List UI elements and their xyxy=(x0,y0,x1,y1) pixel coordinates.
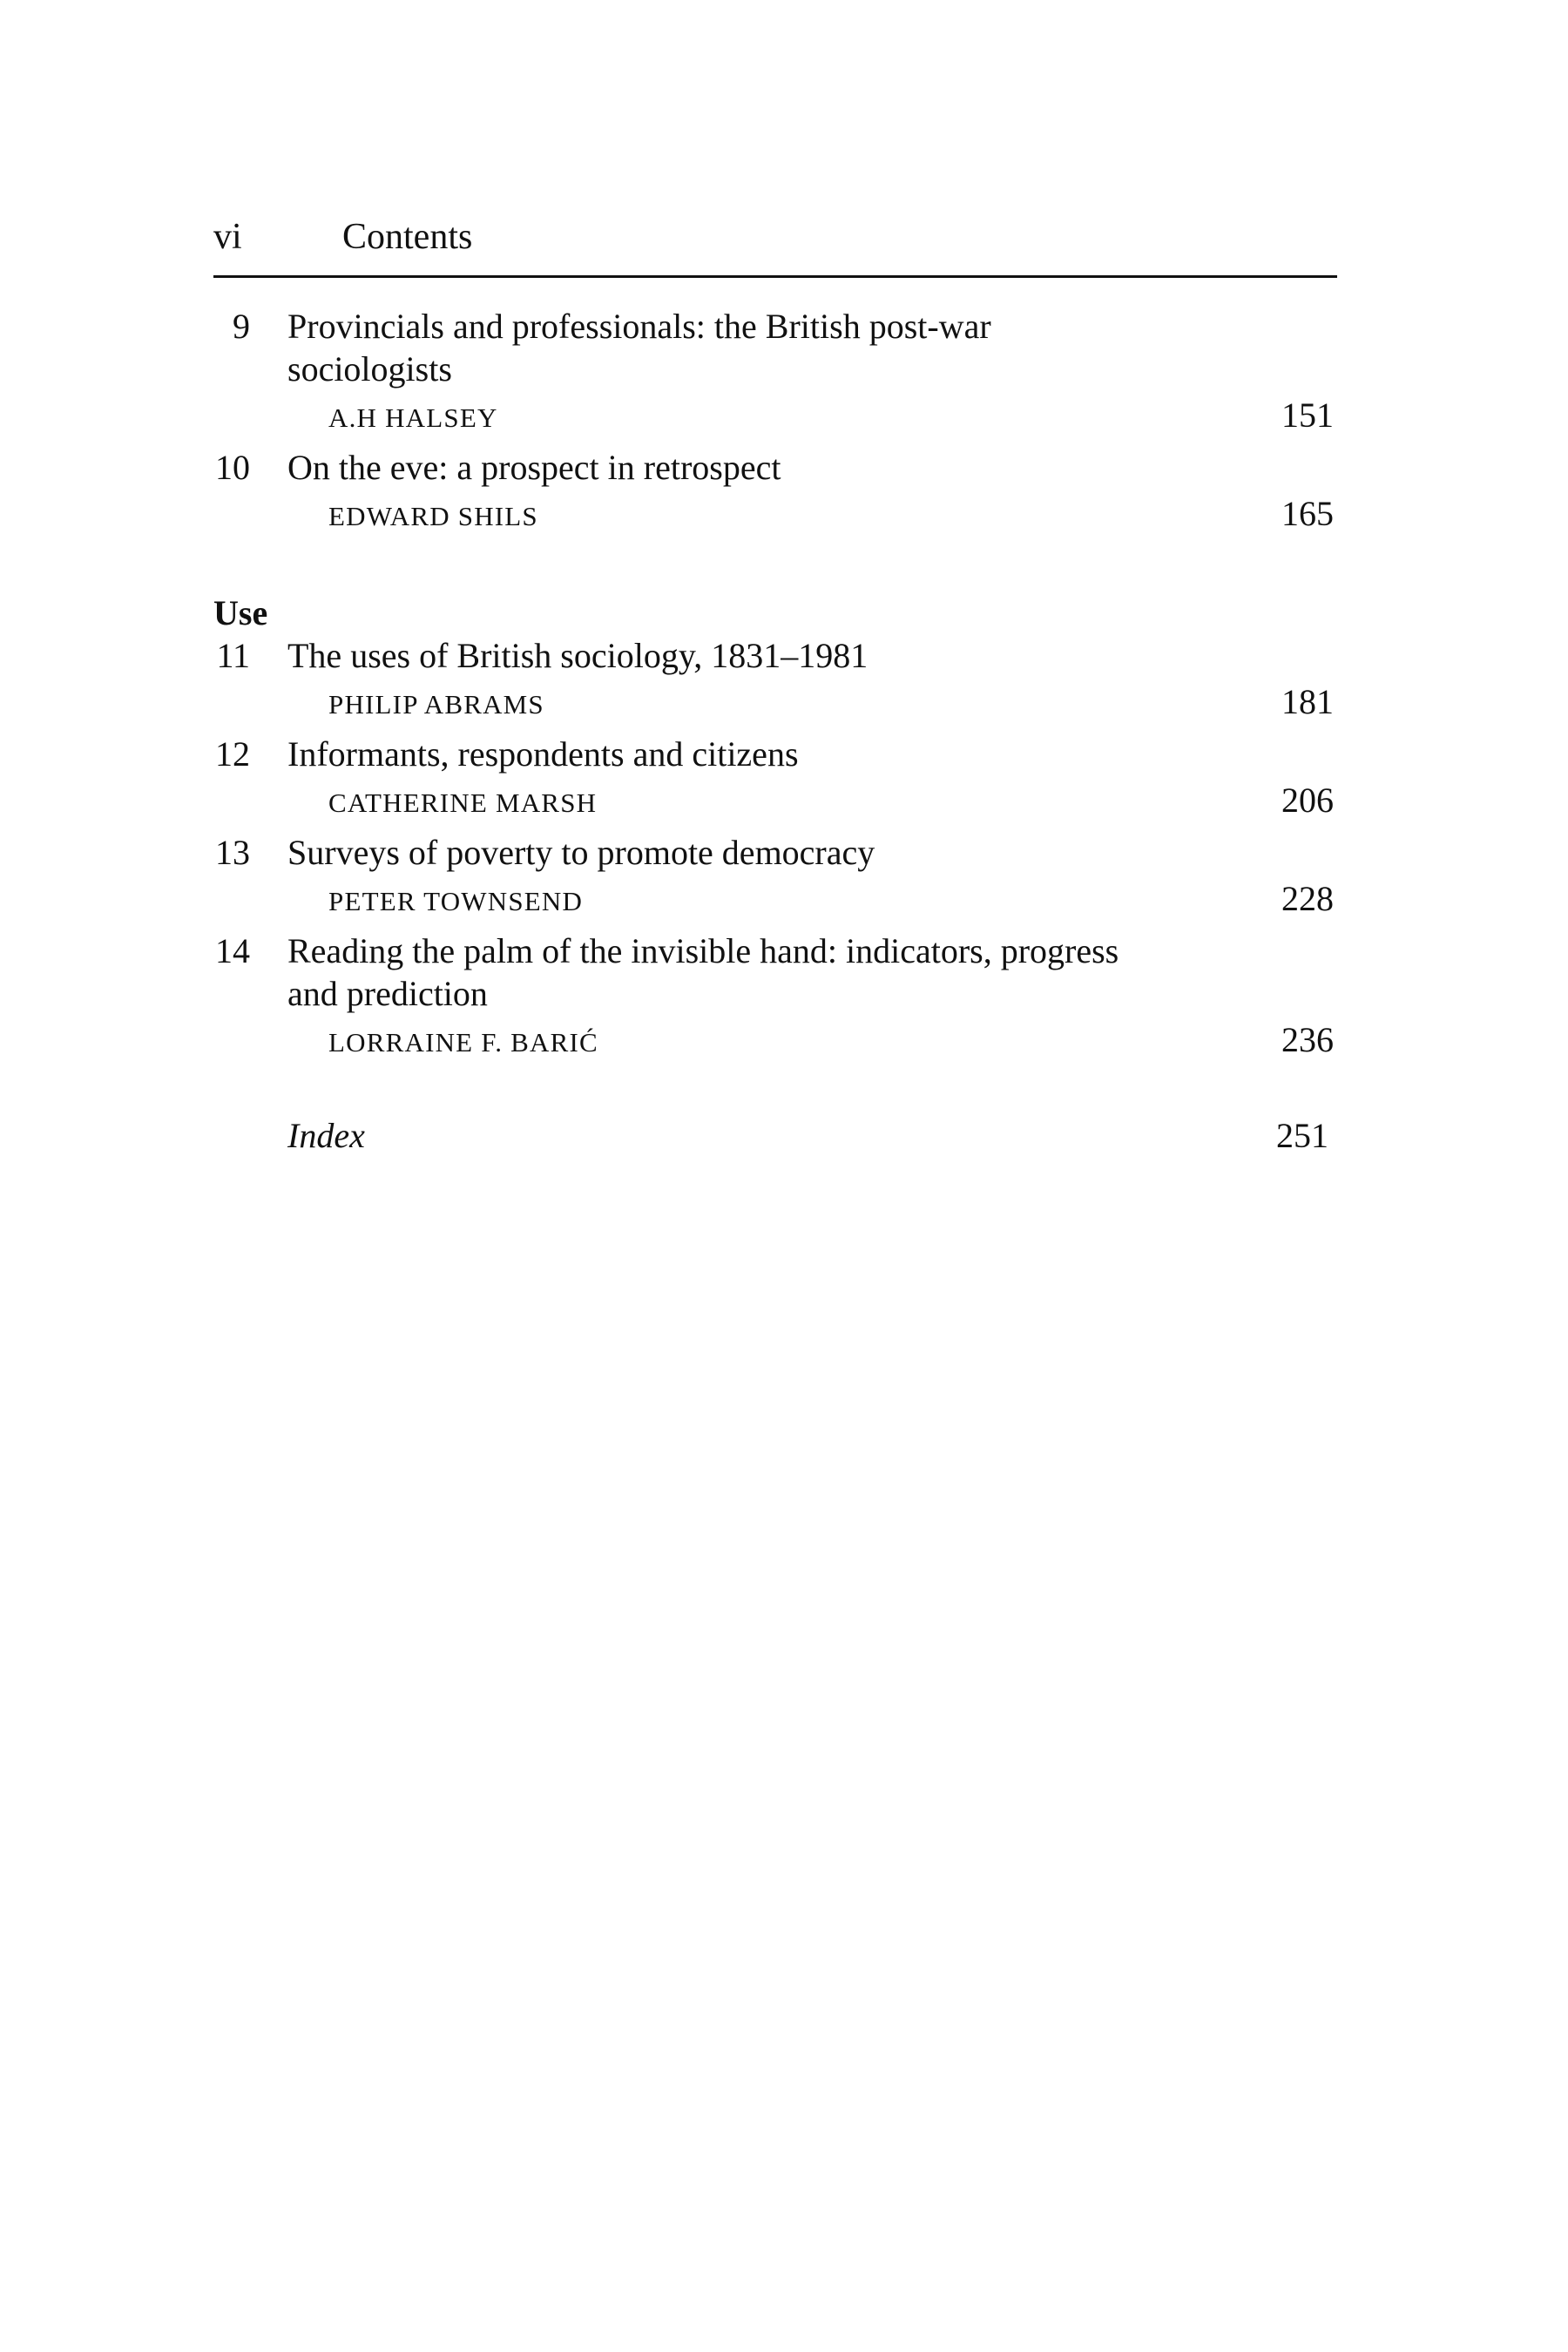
chapter-title-line: On the eve: a prospect in retrospect xyxy=(287,448,781,487)
chapter-title-line: Informants, respondents and citizens xyxy=(287,734,799,774)
contents-list xyxy=(213,305,1346,1166)
toc-entry xyxy=(213,831,1346,923)
chapter-title-line: Provincials and professionals: the British post-war xyxy=(287,307,991,346)
toc-entry xyxy=(213,305,1346,439)
chapter-page-number: 151 xyxy=(1281,395,1334,435)
author-line xyxy=(213,775,1346,824)
author-line xyxy=(213,390,1346,439)
chapter-number: 10 xyxy=(215,448,250,487)
chapter-title xyxy=(287,733,1246,775)
chapter-author: EDWARD SHILS xyxy=(328,501,538,531)
chapter-title-line: The uses of British sociology, 1831–1981 xyxy=(287,636,868,675)
toc-entry xyxy=(213,929,1346,1064)
index-entry xyxy=(213,1114,1346,1166)
chapter-page-number: 228 xyxy=(1281,879,1334,918)
chapter-title xyxy=(287,634,1246,677)
chapter-author: PHILIP ABRAMS xyxy=(328,689,544,720)
chapter-author: PETER TOWNSEND xyxy=(328,886,584,916)
section-heading-use: Use xyxy=(213,593,268,632)
chapter-title-line: and prediction xyxy=(287,974,488,1013)
author-line xyxy=(213,874,1346,923)
chapter-title xyxy=(287,831,1246,874)
chapter-page-number: 181 xyxy=(1281,682,1334,721)
chapter-author: LORRAINE F. BARIĆ xyxy=(328,1027,598,1058)
chapter-title-line: Reading the palm of the invisible hand: indicators, progress xyxy=(287,931,1119,970)
page-folio: vi xyxy=(213,217,242,257)
contents-group-part-one xyxy=(213,305,1346,537)
chapter-title xyxy=(287,446,1246,489)
chapter-page-number: 236 xyxy=(1281,1020,1334,1059)
chapter-number: 12 xyxy=(215,734,250,774)
chapter-author: CATHERINE MARSH xyxy=(328,787,598,818)
author-line xyxy=(213,1015,1346,1064)
chapter-number: 9 xyxy=(233,307,250,346)
chapter-title-line: Surveys of poverty to promote democracy xyxy=(287,833,875,872)
toc-entry xyxy=(213,634,1346,726)
chapter-title xyxy=(287,305,1246,390)
chapter-number: 14 xyxy=(215,931,250,970)
toc-entry xyxy=(213,733,1346,824)
chapter-page-number: 165 xyxy=(1281,494,1334,533)
contents-group-use xyxy=(213,634,1346,1064)
author-line xyxy=(213,489,1346,537)
chapter-number: 13 xyxy=(215,833,250,872)
chapter-number: 11 xyxy=(216,636,250,675)
author-line xyxy=(213,677,1346,726)
toc-entry xyxy=(213,446,1346,537)
index-page-number: 251 xyxy=(1276,1116,1328,1155)
header-rule xyxy=(213,275,1337,278)
chapter-page-number: 206 xyxy=(1281,781,1334,820)
index-label: Index xyxy=(287,1116,365,1155)
running-header xyxy=(213,216,1337,265)
chapter-title-line: sociologists xyxy=(287,349,452,389)
chapter-title xyxy=(287,929,1246,1015)
running-title: Contents xyxy=(342,217,473,257)
chapter-author: A.H HALSEY xyxy=(328,402,498,433)
